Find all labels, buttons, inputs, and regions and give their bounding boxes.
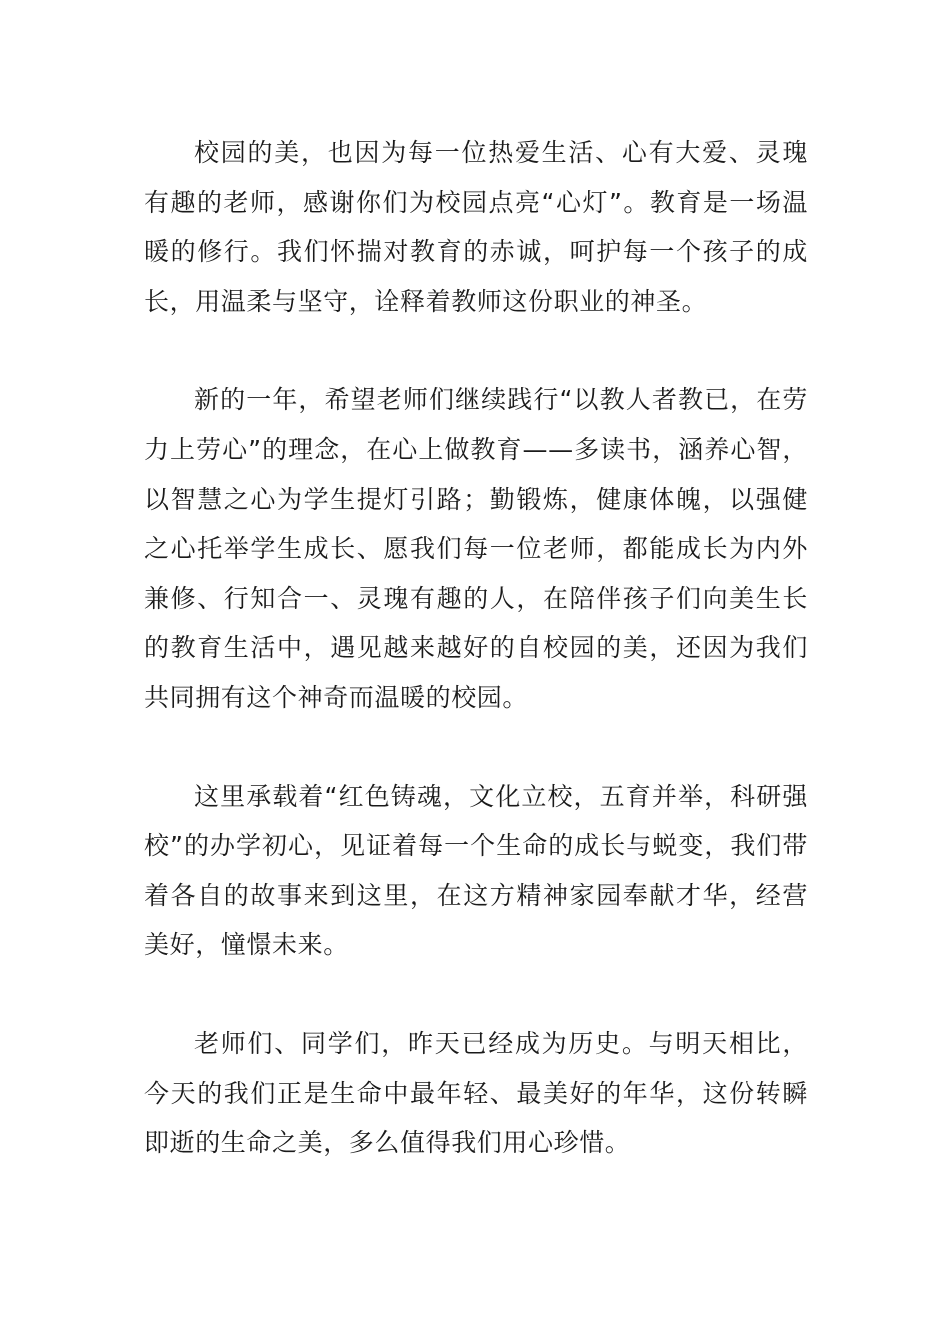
paragraph-3: 这里承载着“红色铸魂，文化立校，五育并举，科研强校”的办学初心，见证着每一个生命的成长与蜕变，我们带着各自的故事来到这里，在这方精神家园奉献才华，经营美好，憧憬未来。 [144,781,808,960]
paragraph-4: 老师们、同学们，昨天已经成为历史。与明天相比，今天的我们正是生命中最年轻、最美好的年华，这份转瞬即逝的生命之美，多么值得我们用心珍惜。 [144,1028,808,1158]
document-body [144,128,808,1168]
paragraph-1: 校园的美，也因为每一位热爱生活、心有大爱、灵瑰有趣的老师，感谢你们为校园点亮“心灯”。教育是一场温暖的修行。我们怀揣对教育的赤诚，呵护每一个孩子的成长，用温柔与坚守，诠释着教师这份职业的神圣。 [144,138,808,316]
paragraph-2: 新的一年，希望老师们继续践行“以教人者教已，在劳力上劳心”的理念，在心上做教育——多读书，涵养心智，以智慧之心为学生提灯引路；勤锻炼，健康体魄，以强健之心托举学生成长、愿我们每一位老师，都能成长为内外兼修、行知合一、灵瑰有趣的人，在陪伴孩子们向美生长的教育生活中，遇见越来越好的自校园的美，还因为我们共同拥有这个神奇而温暖的校园。 [144,385,808,712]
